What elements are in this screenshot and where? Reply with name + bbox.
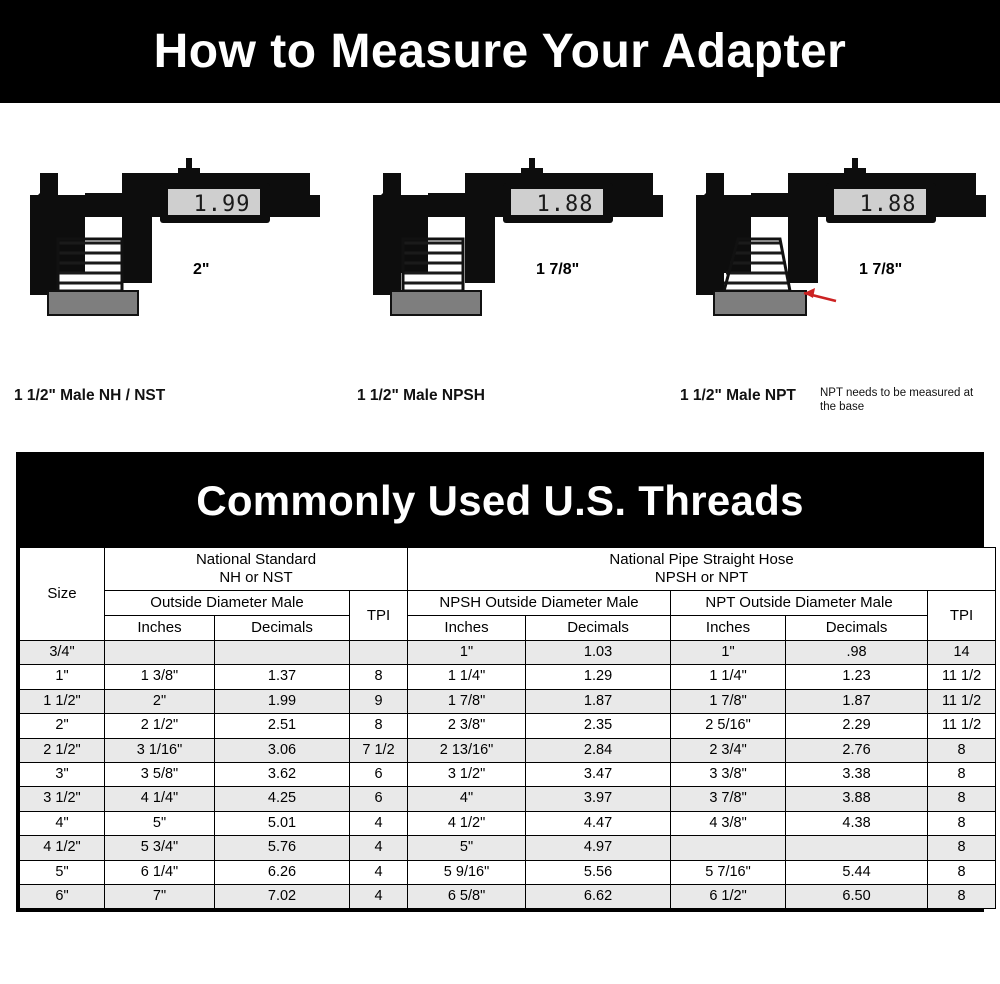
header-inches-npt: Inches	[671, 616, 786, 641]
cell-npsh_in: 2 3/8"	[408, 714, 526, 738]
cell-size: 1 1/2"	[20, 689, 105, 713]
header-banner	[0, 0, 1000, 103]
header-npt-od-male: NPT Outside Diameter Male	[671, 591, 928, 616]
cell-npt_in: 3 7/8"	[671, 787, 786, 811]
caliper-display-2: 1.88	[536, 192, 594, 217]
cell-npt_in: 5 7/16"	[671, 860, 786, 884]
header-decimals-nh: Decimals	[215, 616, 350, 641]
cell-npsh_in: 2 13/16"	[408, 738, 526, 762]
cell-size: 4 1/2"	[20, 836, 105, 860]
measurement-label-3: 1 7/8"	[859, 261, 903, 278]
cell-npt_dec: 2.76	[786, 738, 928, 762]
cell-nh_tpi: 8	[350, 665, 408, 689]
table-row	[20, 836, 996, 860]
cell-nh_in: 3 5/8"	[105, 762, 215, 786]
cell-nh_dec: 4.25	[215, 787, 350, 811]
caliper-display-3: 1.88	[859, 192, 917, 217]
cell-size: 1"	[20, 665, 105, 689]
measurement-label-2: 1 7/8"	[536, 261, 580, 278]
caliper-illustration-2	[353, 143, 683, 383]
cell-nh_dec: 5.01	[215, 811, 350, 835]
diagram-npt	[676, 143, 1000, 413]
cell-nh_tpi: 9	[350, 689, 408, 713]
cell-nh_dec: 3.06	[215, 738, 350, 762]
table-row	[20, 641, 996, 665]
cell-npt_tpi: 11 1/2	[928, 689, 996, 713]
cell-npsh_in: 4 1/2"	[408, 811, 526, 835]
table-row	[20, 738, 996, 762]
cell-npsh_in: 1 7/8"	[408, 689, 526, 713]
cell-npt_in: 3 3/8"	[671, 762, 786, 786]
header-group-nh-line2: NH or NST	[219, 569, 293, 586]
cell-nh_tpi: 8	[350, 714, 408, 738]
cell-nh_in: 2 1/2"	[105, 714, 215, 738]
page-title: How to Measure Your Adapter	[153, 25, 847, 78]
cell-nh_tpi: 4	[350, 884, 408, 908]
cell-npt_in: 2 3/4"	[671, 738, 786, 762]
table-header-units-row	[20, 616, 996, 641]
cell-npsh_dec: 5.56	[526, 860, 671, 884]
table-banner	[19, 455, 981, 547]
cell-npt_tpi: 14	[928, 641, 996, 665]
table-row	[20, 689, 996, 713]
header-group-npsh	[408, 548, 996, 591]
caliper-display-1: 1.99	[193, 192, 251, 217]
measurement-label-1: 2"	[193, 261, 210, 278]
diagram-caption-3: 1 1/2" Male NPT	[680, 387, 796, 404]
diagram-caption-2: 1 1/2" Male NPSH	[357, 387, 485, 404]
threads-table-body	[20, 641, 996, 909]
cell-npsh_in: 5"	[408, 836, 526, 860]
diagram-caption-1: 1 1/2" Male NH / NST	[14, 387, 166, 404]
cell-nh_in: 5"	[105, 811, 215, 835]
cell-npsh_in: 6 5/8"	[408, 884, 526, 908]
cell-npsh_dec: 6.62	[526, 884, 671, 908]
cell-npsh_dec: 3.47	[526, 762, 671, 786]
diagrams-section	[0, 103, 1000, 443]
cell-size: 3/4"	[20, 641, 105, 665]
cell-nh_dec	[215, 641, 350, 665]
cell-npt_dec: 5.44	[786, 860, 928, 884]
cell-npt_in: 1 7/8"	[671, 689, 786, 713]
cell-npsh_in: 3 1/2"	[408, 762, 526, 786]
cell-nh_tpi	[350, 641, 408, 665]
cell-nh_dec: 3.62	[215, 762, 350, 786]
cell-nh_tpi: 6	[350, 787, 408, 811]
table-header-sub-row	[20, 591, 996, 616]
header-npsh-od-male: NPSH Outside Diameter Male	[408, 591, 671, 616]
header-group-nh-line1: National Standard	[195, 551, 317, 568]
cell-npt_tpi: 8	[928, 811, 996, 835]
table-row	[20, 884, 996, 908]
cell-npt_in: 1"	[671, 641, 786, 665]
cell-size: 4"	[20, 811, 105, 835]
header-group-npsh-line2: NPSH or NPT	[654, 569, 749, 586]
cell-npsh_in: 1"	[408, 641, 526, 665]
cell-nh_in: 6 1/4"	[105, 860, 215, 884]
header-tpi-nh: TPI	[350, 591, 408, 641]
cell-npsh_in: 5 9/16"	[408, 860, 526, 884]
cell-nh_in: 1 3/8"	[105, 665, 215, 689]
caliper-illustration-1	[10, 143, 340, 383]
header-decimals-npsh: Decimals	[526, 616, 671, 641]
cell-npsh_dec: 1.87	[526, 689, 671, 713]
cell-npt_dec: 1.87	[786, 689, 928, 713]
cell-npsh_in: 1 1/4"	[408, 665, 526, 689]
cell-nh_tpi: 4	[350, 860, 408, 884]
threads-table	[19, 547, 996, 909]
cell-npt_tpi: 11 1/2	[928, 665, 996, 689]
header-group-nh	[105, 548, 408, 591]
header-size: Size	[20, 548, 105, 641]
cell-size: 3 1/2"	[20, 787, 105, 811]
cell-size: 5"	[20, 860, 105, 884]
cell-nh_in: 7"	[105, 884, 215, 908]
cell-npt_dec: 3.88	[786, 787, 928, 811]
cell-npt_dec: 2.29	[786, 714, 928, 738]
header-group-npsh-line1: National Pipe Straight Hose	[609, 551, 794, 568]
caliper-illustration-3	[676, 143, 1000, 383]
table-row	[20, 787, 996, 811]
cell-npsh_in: 4"	[408, 787, 526, 811]
cell-nh_in: 3 1/16"	[105, 738, 215, 762]
cell-npt_tpi: 8	[928, 738, 996, 762]
table-row	[20, 811, 996, 835]
cell-nh_in: 4 1/4"	[105, 787, 215, 811]
cell-npt_in: 2 5/16"	[671, 714, 786, 738]
cell-npt_in: 6 1/2"	[671, 884, 786, 908]
cell-nh_dec: 6.26	[215, 860, 350, 884]
cell-nh_tpi: 7 1/2	[350, 738, 408, 762]
diagram-nh-nst	[10, 143, 340, 413]
cell-npt_in	[671, 836, 786, 860]
cell-size: 2 1/2"	[20, 738, 105, 762]
cell-npsh_dec: 3.97	[526, 787, 671, 811]
header-inches-npsh: Inches	[408, 616, 526, 641]
header-inches-nh: Inches	[105, 616, 215, 641]
cell-npt_dec: 1.23	[786, 665, 928, 689]
cell-nh_dec: 7.02	[215, 884, 350, 908]
table-row	[20, 762, 996, 786]
cell-size: 6"	[20, 884, 105, 908]
cell-size: 3"	[20, 762, 105, 786]
cell-nh_tpi: 6	[350, 762, 408, 786]
cell-nh_tpi: 4	[350, 836, 408, 860]
header-od-male-nh: Outside Diameter Male	[105, 591, 350, 616]
cell-npsh_dec: 2.35	[526, 714, 671, 738]
cell-size: 2"	[20, 714, 105, 738]
cell-npsh_dec: 1.29	[526, 665, 671, 689]
cell-nh_dec: 1.37	[215, 665, 350, 689]
threads-table-section	[16, 452, 984, 912]
cell-nh_dec: 1.99	[215, 689, 350, 713]
table-title: Commonly Used U.S. Threads	[196, 477, 804, 524]
cell-nh_tpi: 4	[350, 811, 408, 835]
cell-npt_tpi: 8	[928, 860, 996, 884]
cell-npt_tpi: 8	[928, 787, 996, 811]
header-tpi-npt: TPI	[928, 591, 996, 641]
header-decimals-npt: Decimals	[786, 616, 928, 641]
table-row	[20, 860, 996, 884]
cell-npt_dec: 3.38	[786, 762, 928, 786]
cell-nh_dec: 5.76	[215, 836, 350, 860]
cell-npt_in: 1 1/4"	[671, 665, 786, 689]
cell-npsh_dec: 4.97	[526, 836, 671, 860]
cell-npt_tpi: 8	[928, 884, 996, 908]
cell-npt_in: 4 3/8"	[671, 811, 786, 835]
cell-nh_dec: 2.51	[215, 714, 350, 738]
cell-npt_dec: .98	[786, 641, 928, 665]
cell-npt_tpi: 8	[928, 836, 996, 860]
table-row	[20, 714, 996, 738]
cell-npt_dec: 6.50	[786, 884, 928, 908]
cell-npsh_dec: 4.47	[526, 811, 671, 835]
cell-npsh_dec: 1.03	[526, 641, 671, 665]
cell-nh_in: 5 3/4"	[105, 836, 215, 860]
cell-nh_in: 2"	[105, 689, 215, 713]
cell-npt_tpi: 8	[928, 762, 996, 786]
cell-npt_dec: 4.38	[786, 811, 928, 835]
cell-npt_tpi: 11 1/2	[928, 714, 996, 738]
cell-npsh_dec: 2.84	[526, 738, 671, 762]
cell-nh_in	[105, 641, 215, 665]
table-row	[20, 665, 996, 689]
npt-measurement-note: NPT needs to be measured at the base	[820, 387, 974, 414]
table-header-group-row	[20, 548, 996, 591]
cell-npt_dec	[786, 836, 928, 860]
diagram-npsh	[353, 143, 683, 413]
